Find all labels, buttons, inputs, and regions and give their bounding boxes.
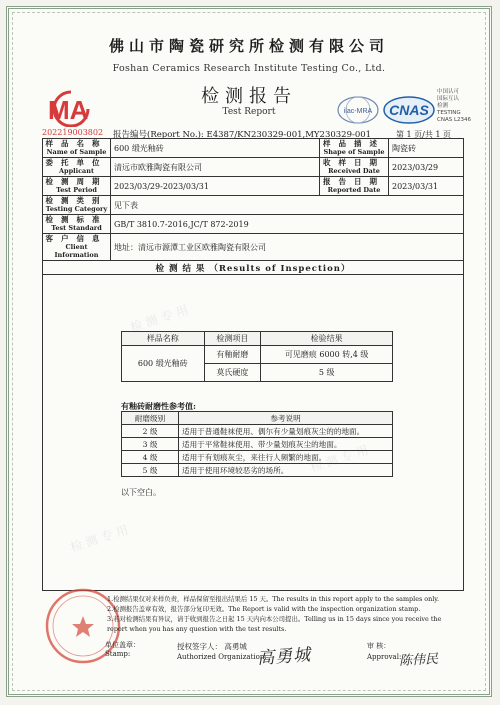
table-row bbox=[122, 346, 393, 364]
table-header-row bbox=[122, 332, 393, 346]
table-row bbox=[43, 177, 464, 196]
svg-text:ilac-MRA: ilac-MRA bbox=[343, 108, 373, 115]
watermark: 检测专用 bbox=[68, 521, 134, 555]
grade-reference-table bbox=[121, 411, 393, 477]
column-header: 耐磨级别 bbox=[122, 412, 179, 425]
value-sample-shape: 陶瓷砖 bbox=[389, 139, 464, 158]
authorized-signatory: 授权签字人： 高勇城 Authorized Organization: bbox=[177, 642, 267, 661]
blank-below-note: 以下空白。 bbox=[121, 488, 161, 497]
approval-label: 审 核： Approval: bbox=[367, 642, 402, 661]
svg-text:MA: MA bbox=[48, 95, 89, 125]
table-row bbox=[43, 215, 464, 234]
result-item: 有釉耐磨 bbox=[204, 346, 261, 364]
table-row bbox=[43, 196, 464, 215]
ma-logo bbox=[43, 89, 99, 131]
table-row bbox=[122, 451, 393, 464]
signature-approval: 陈伟民 bbox=[398, 651, 439, 670]
value-test-period: 2023/03/29-2023/03/31 bbox=[111, 177, 320, 196]
cnas-side-text: 中国认可 国际互认 检测 TESTING CNAS L2346 bbox=[437, 89, 472, 123]
label-sample-shape: 样品描述 Shape of Sample bbox=[320, 139, 389, 158]
column-header: 样品名称 bbox=[122, 332, 205, 346]
grade-level: 4 级 bbox=[122, 451, 179, 464]
report-page bbox=[6, 6, 492, 697]
grade-level: 3 级 bbox=[122, 438, 179, 451]
report-number: 报告编号(Report No.): E4387/KN230329-001,MY230329-001 bbox=[113, 130, 372, 140]
label-applicant: 委托单位 Applicant bbox=[43, 158, 111, 177]
svg-text:CNAS: CNAS bbox=[389, 102, 429, 118]
grade-description: 适用于使用环境较恶劣的场所。 bbox=[179, 464, 393, 477]
table-row bbox=[43, 234, 464, 261]
value-test-standard: GB/T 3810.7-2016,JC/T 872-2019 bbox=[111, 215, 464, 234]
result-value: 可见磨痕 6000 转,4 级 bbox=[261, 346, 393, 364]
label-test-period: 检测周期 Test Period bbox=[43, 177, 111, 196]
report-title-en: Test Report bbox=[222, 107, 276, 117]
value-reported-date: 2023/03/31 bbox=[389, 177, 464, 196]
label-test-standard: 检测标准 Test Standard bbox=[43, 215, 111, 234]
note-line: 1.检测结果仅对来样负责，样品保留至报出结果后 15 天。The results in this report apply to the samples only. bbox=[107, 595, 440, 603]
results-section-title: 检 测 结 果 （Results of Inspection） bbox=[43, 261, 464, 275]
grade-level: 5 级 bbox=[122, 464, 179, 477]
label-testing-category: 检测类别 Testing Category bbox=[43, 196, 111, 215]
ma-certificate-code: 202219003802 bbox=[42, 128, 104, 137]
sample-info-table bbox=[42, 138, 464, 275]
table-header-row bbox=[122, 412, 393, 425]
signature-authorized: 高勇城 bbox=[256, 645, 312, 669]
notes bbox=[107, 594, 457, 634]
watermark: 检测专用 bbox=[308, 441, 374, 475]
org-name-en: Foshan Ceramics Research Institute Testing Co., Ltd. bbox=[112, 63, 386, 74]
org-name-cn: 佛山市陶瓷研究所检测有限公司 bbox=[108, 37, 389, 55]
grade-level: 2 级 bbox=[122, 425, 179, 438]
results-table bbox=[121, 331, 393, 382]
table-row bbox=[122, 438, 393, 451]
report-title-cn: 检测报告 bbox=[201, 86, 297, 107]
stamp-label: 单位盖章： Stamp: bbox=[105, 641, 140, 658]
grade-description: 适用于普通鞋袜使用、偶尔有少量划痕灰尘的的地面。 bbox=[179, 425, 393, 438]
result-sample-name: 600 缎光釉砖 bbox=[122, 346, 205, 382]
value-sample-name: 600 缎光釉砖 bbox=[111, 139, 320, 158]
grade-reference-title: 有釉砖耐磨性参考值: bbox=[121, 401, 196, 411]
watermark: 检测专用 bbox=[128, 301, 194, 335]
label-client-info: 客户信息 Client Information bbox=[43, 234, 111, 261]
value-testing-category: 见下表 bbox=[111, 196, 464, 215]
result-item: 莫氏硬度 bbox=[204, 364, 261, 382]
grade-description: 适用于平常鞋袜使用、带少量划痕灰尘的地面。 bbox=[179, 438, 393, 451]
label-received-date: 收样日期 Received Date bbox=[320, 158, 389, 177]
label-reported-date: 报告日期 Reported Date bbox=[320, 177, 389, 196]
column-header: 检验结果 bbox=[261, 332, 393, 346]
note-line: report when you has any question with the test results. bbox=[107, 625, 287, 633]
table-row bbox=[43, 158, 464, 177]
table-row bbox=[122, 425, 393, 438]
label-sample-name: 样品名称 Name of Sample bbox=[43, 139, 111, 158]
ilac-mra-logo bbox=[336, 95, 380, 129]
value-applicant: 清远市欧雅陶瓷有限公司 bbox=[111, 158, 320, 177]
note-line: 2.检测报告盖章有效，报告部分复印无效。The Report is valid with the inspection organization stamp. bbox=[107, 605, 421, 613]
column-header: 检测项目 bbox=[204, 332, 261, 346]
table-row bbox=[43, 139, 464, 158]
note-line: 3.若对检测结果有异议，请于收到报告之日起 15 天内向本公司提出。Telling us in 15 days since you receive the bbox=[107, 615, 442, 623]
cnas-logo bbox=[383, 95, 435, 129]
value-client-info: 地址：清远市源潭工业区欧雅陶瓷有限公司 bbox=[111, 234, 464, 261]
table-row bbox=[122, 464, 393, 477]
result-value: 5 级 bbox=[261, 364, 393, 382]
column-header: 参考说明 bbox=[179, 412, 393, 425]
grade-description: 适用于有划痕灰尘，来往行人频繁的地面。 bbox=[179, 451, 393, 464]
value-received-date: 2023/03/29 bbox=[389, 158, 464, 177]
page-number: 第 1 页/共 1 页 bbox=[395, 130, 451, 139]
